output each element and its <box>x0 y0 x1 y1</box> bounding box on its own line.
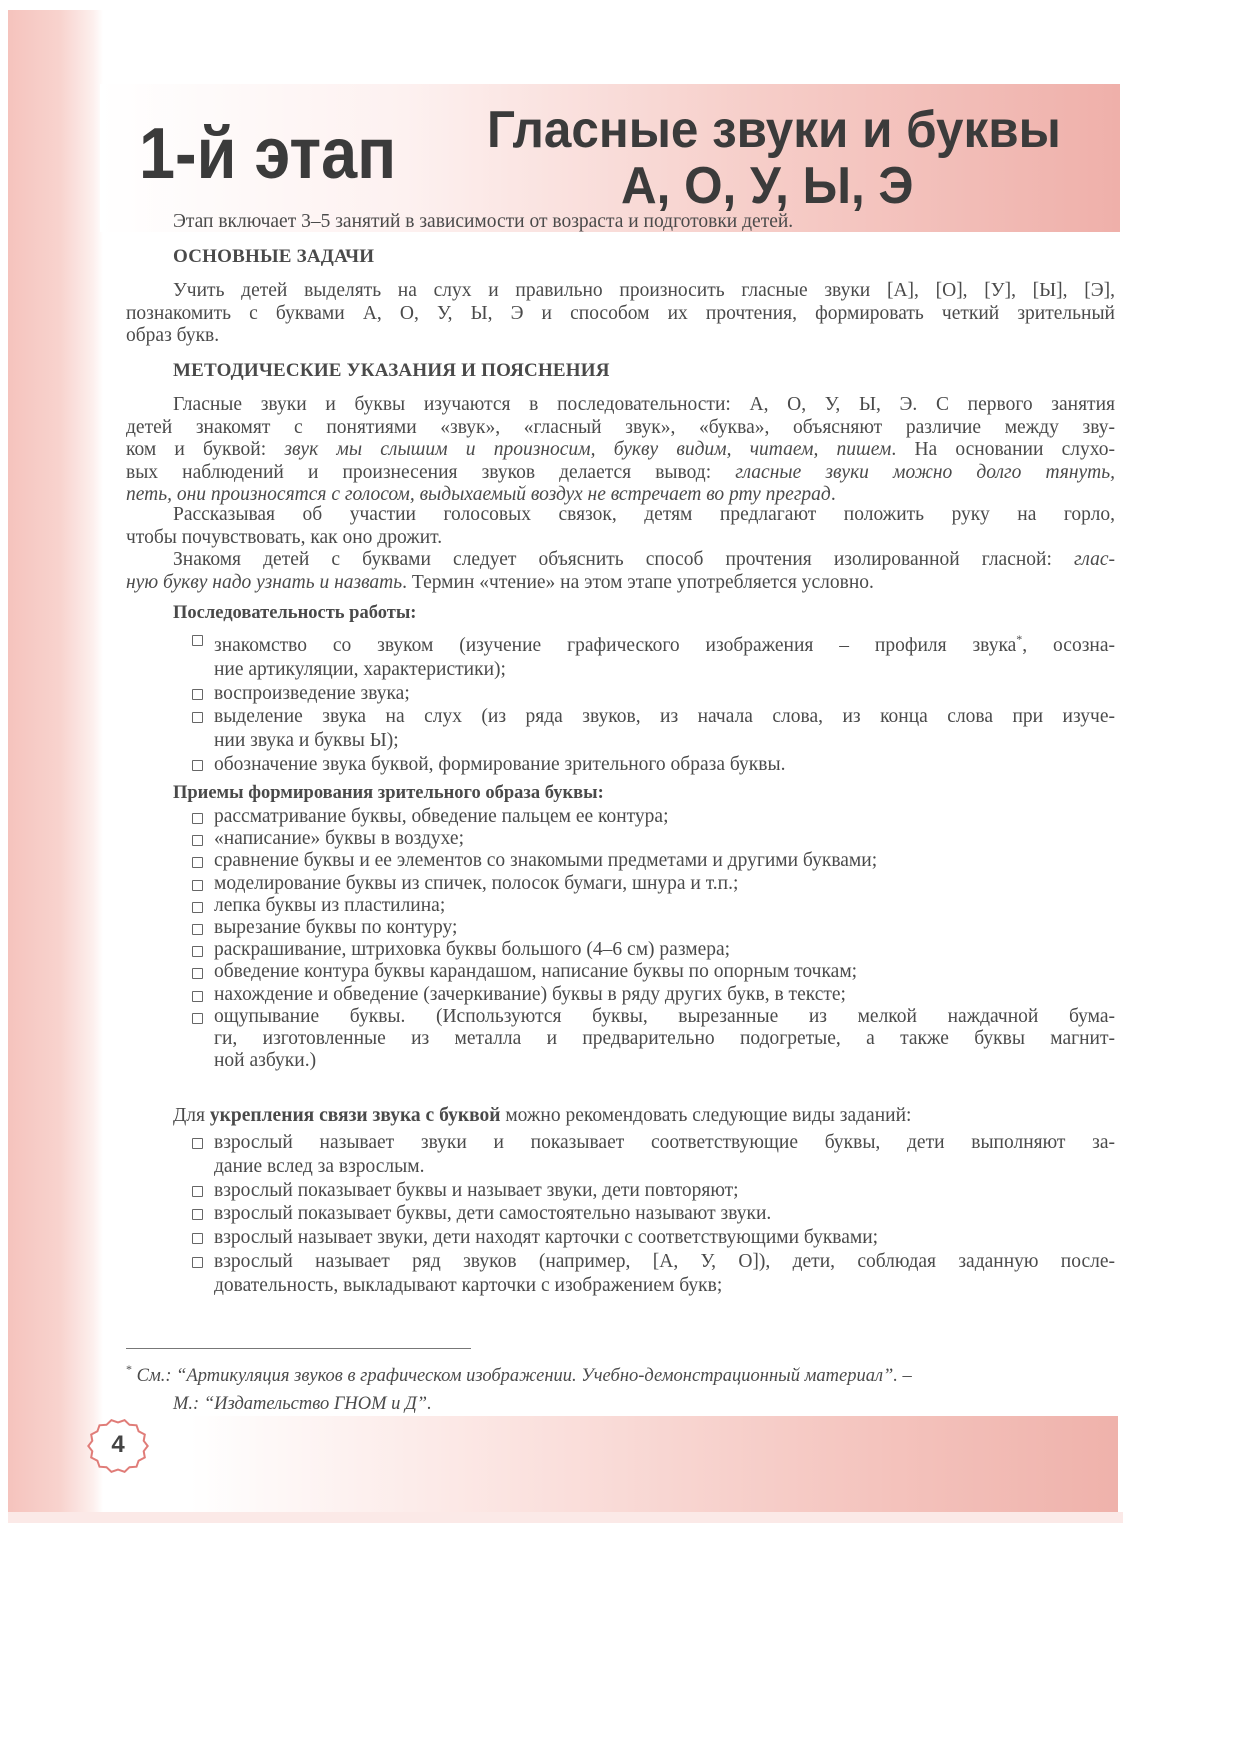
text-line <box>214 1006 1115 1028</box>
text-line <box>214 1202 1115 1226</box>
text-line <box>214 705 1115 729</box>
text-line <box>214 1250 1115 1274</box>
checkbox-bullet-icon <box>192 946 203 957</box>
text-run: вырезание буквы по контуру; <box>214 917 458 939</box>
text-line <box>214 895 1115 917</box>
text-run: . <box>830 484 836 505</box>
text-run: сравнение буквы и ее элементов со знакомыми предметами и другими буквами; <box>214 850 878 872</box>
text-line <box>214 1274 1115 1298</box>
list-item <box>126 1250 1115 1298</box>
list-item <box>126 984 1115 1006</box>
list-item <box>126 753 1115 777</box>
checkbox-bullet-icon <box>192 968 203 979</box>
text-line <box>126 462 1115 485</box>
bullet-list <box>126 806 1115 1072</box>
text-line <box>214 1226 1115 1250</box>
chapter-title: Гласные звуки и буквы <box>487 101 1061 159</box>
italic-text: глас- <box>1074 549 1115 570</box>
text-line <box>214 682 1115 706</box>
text-run: Гласные звуки и буквы изучаются в последовательности: А, О, У, Ы, Э. С первого занятия <box>173 394 1115 415</box>
text-run: лепка буквы из пластилина; <box>214 894 446 916</box>
text-line <box>126 782 1115 806</box>
list-item <box>126 939 1115 961</box>
checkbox-bullet-icon <box>192 635 203 646</box>
text-run: нии звука и буквы Ы); <box>214 730 399 752</box>
list-item <box>126 1226 1115 1250</box>
text-line <box>214 729 1115 753</box>
text-line <box>126 527 1115 550</box>
text-run: воспроизведение звука; <box>214 682 410 704</box>
checkbox-bullet-icon <box>192 991 203 1002</box>
text-line <box>126 359 1115 383</box>
paragraph <box>126 394 1115 507</box>
text-line <box>214 753 1115 777</box>
text-run: МЕТОДИЧЕСКИЕ УКАЗАНИЯ И ПОЯСНЕНИЯ <box>173 360 610 381</box>
text-run: чтобы почувствовать, как оно дрожит. <box>126 526 443 548</box>
section-heading <box>126 245 1115 269</box>
text-run: познакомить с буквами А, О, У, Ы, Э и способом их прочтения, формировать четкий зрительный <box>126 302 1115 324</box>
text-line <box>214 961 1115 983</box>
paragraph <box>126 549 1115 594</box>
checkbox-bullet-icon <box>192 1013 203 1024</box>
text-line <box>126 394 1115 417</box>
text-run: нахождение и обведение (зачеркивание) буквы в ряду других букв, в тексте; <box>214 983 846 1005</box>
text-run: взрослый называет ряд звуков (например, [А, У, О]), дети, соблюдая заданную после- <box>214 1250 1115 1272</box>
footnote-reference: * <box>1016 632 1023 646</box>
paragraph <box>126 210 1115 234</box>
text-run: Знакомя детей с буквами следует объяснить способ прочтения изолированной гласной: <box>173 549 1074 570</box>
text-line <box>214 917 1115 939</box>
text-line <box>126 572 1115 595</box>
page-number-badge <box>87 1418 149 1474</box>
text-line <box>126 602 1115 626</box>
text-run: Рассказывая об участии голосовых связок, детям предлагают положить руку на горло, <box>173 504 1115 525</box>
text-run: рассматривание буквы, обведение пальцем ее контура; <box>214 806 669 827</box>
checkbox-bullet-icon <box>192 835 203 846</box>
text-line <box>214 658 1115 682</box>
text-run: дание вслед за взрослым. <box>214 1155 425 1177</box>
page-number: 4 <box>111 1431 125 1458</box>
text-run: обозначение звука буквой, формирование зрительного образа буквы. <box>214 753 786 775</box>
checkbox-bullet-icon <box>192 1138 203 1149</box>
text-run: . На основании слухо- <box>891 439 1115 460</box>
text-run: Учить детей выделять на слух и правильно произносить гласные звуки [А], [О], [У], [Ы], [Э], <box>173 280 1115 301</box>
footer-band <box>190 1416 1118 1522</box>
text-run: ком и буквой: <box>126 439 285 460</box>
checkbox-bullet-icon <box>192 1209 203 1220</box>
text-line <box>214 873 1115 895</box>
text-line <box>126 504 1115 527</box>
checkbox-bullet-icon <box>192 1186 203 1197</box>
text-run: моделирование буквы из спичек, полосок бумаги, шнура и т.п.; <box>214 872 739 894</box>
italic-text: звук мы слышим и произносим, букву видим, читаем, пишем <box>284 439 892 460</box>
checkbox-bullet-icon <box>192 1257 203 1268</box>
list-item <box>126 961 1115 983</box>
page-bottom-edge <box>8 1512 1123 1523</box>
text-run: вых наблюдений и произнесения звуков делается вывод: <box>126 461 736 483</box>
checkbox-bullet-icon <box>192 689 203 700</box>
text-run: ной азбуки.) <box>214 1050 317 1072</box>
footnote-rule <box>126 1348 471 1349</box>
list-item <box>126 1131 1115 1179</box>
text-line <box>126 245 1115 269</box>
text-run: ги, изготовленные из металла и предварительно подогретые, а также буквы магнит- <box>214 1028 1115 1050</box>
text-run: ощупывание буквы. (Используются буквы, вырезанные из мелкой наждачной бума- <box>214 1005 1115 1027</box>
text-line <box>214 828 1115 850</box>
footnote-marker: * <box>126 1362 132 1376</box>
text-line <box>214 1028 1115 1050</box>
text-line <box>214 1050 1115 1072</box>
italic-text: петь, они произносятся с голосом, выдыхаемый воздух не встречает во рту преград <box>126 484 831 505</box>
text-run: ние артикуляции, характеристики); <box>214 658 506 680</box>
text-run: , осозна- <box>1022 635 1115 656</box>
text-line <box>126 417 1115 440</box>
text-run: обведение контура буквы карандашом, написание буквы по опорным точкам; <box>214 961 858 983</box>
text-line <box>214 1179 1115 1203</box>
list-item <box>126 873 1115 895</box>
section-heading <box>126 602 1115 626</box>
list-item <box>126 1202 1115 1226</box>
text-line <box>214 850 1115 872</box>
checkbox-bullet-icon <box>192 712 203 723</box>
footnote-text: М.: “Издательство ГНОМ и Д”. <box>173 1394 432 1414</box>
text-run: Приемы формирования зрительного образа буквы: <box>173 783 604 803</box>
text-run: взрослый называет звуки, дети находят карточки с соответствующими буквами; <box>214 1227 879 1249</box>
checkbox-bullet-icon <box>192 880 203 891</box>
text-run: раскрашивание, штриховка буквы большого (4–6 см) размера; <box>214 939 731 961</box>
list-item <box>126 1179 1115 1203</box>
checkbox-bullet-icon <box>192 1233 203 1244</box>
footnote <box>126 1355 1115 1418</box>
text-line <box>126 439 1115 462</box>
text-run: взрослый показывает буквы, дети самостоятельно называют звуки. <box>214 1203 772 1225</box>
list-item <box>126 850 1115 872</box>
page-edge-decoration <box>8 10 103 1523</box>
text-run: ОСНОВНЫЕ ЗАДАЧИ <box>173 246 375 267</box>
checkbox-bullet-icon <box>192 760 203 771</box>
text-line <box>214 1155 1115 1179</box>
text-line <box>214 628 1115 658</box>
paragraph <box>126 280 1115 348</box>
text-run: довательность, выкладывают карточки с изображением букв; <box>214 1274 723 1296</box>
section-heading <box>126 359 1115 383</box>
text-run: выделение звука на слух (из ряда звуков, из начала слова, из конца слова при изуче- <box>214 706 1115 728</box>
text-line <box>126 1105 1115 1128</box>
text-line <box>214 984 1115 1006</box>
text-line <box>126 210 1115 234</box>
italic-text: гласные звуки можно долго тянуть, <box>735 461 1116 483</box>
text-run: взрослый называет звуки и показывает соответствующие буквы, дети выполняют за- <box>214 1132 1115 1153</box>
checkbox-bullet-icon <box>192 813 203 824</box>
bullet-list <box>126 1131 1115 1298</box>
list-item <box>126 682 1115 706</box>
list-item <box>126 828 1115 850</box>
text-run: детей знакомят с понятиями «звук», «гласный звук», «буква», объясняют различие между зву- <box>126 416 1115 438</box>
text-line <box>214 939 1115 961</box>
text-line <box>126 549 1115 572</box>
text-line <box>214 806 1115 828</box>
list-item <box>126 705 1115 753</box>
text-run: Последовательность работы: <box>173 603 417 623</box>
text-run: . Термин «чтение» на этом этапе употребляется условно. <box>402 571 874 593</box>
checkbox-bullet-icon <box>192 902 203 913</box>
bullet-list <box>126 628 1115 777</box>
list-item <box>126 1006 1115 1073</box>
paragraph <box>126 504 1115 549</box>
text-line <box>126 325 1115 348</box>
text-run: Этап включает 3–5 занятий в зависимости от возраста и подготовки детей. <box>173 211 794 232</box>
stage-title: 1-й этап <box>139 114 397 194</box>
text-run: знакомство со звуком (изучение графического изображения – профиля звука <box>214 635 1017 656</box>
text-run: образ букв. <box>126 325 220 346</box>
paragraph <box>126 1105 1115 1128</box>
text-line <box>126 280 1115 303</box>
text-run: взрослый показывает буквы и называет звуки, дети повторяют; <box>214 1179 739 1201</box>
checkbox-bullet-icon <box>192 924 203 935</box>
list-item <box>126 806 1115 828</box>
text-run: Для <box>173 1105 210 1126</box>
list-item <box>126 917 1115 939</box>
checkbox-bullet-icon <box>192 857 203 868</box>
italic-text: ную букву надо узнать и назвать <box>126 571 403 593</box>
section-heading <box>126 782 1115 806</box>
list-item <box>126 628 1115 682</box>
text-line <box>126 303 1115 326</box>
bold-text: укрепления связи звука с буквой <box>209 1105 501 1126</box>
footnote-text: См.: “Артикуляция звуков в графическом изображении. Учебно-демонстрационный материал”. – <box>136 1366 912 1386</box>
text-run: «написание» буквы в воздухе; <box>214 828 465 850</box>
list-item <box>126 895 1115 917</box>
chapter-subtitle: А, О, У, Ы, Э <box>621 157 914 215</box>
text-line <box>214 1131 1115 1155</box>
text-run: можно рекомендовать следующие виды заданий: <box>500 1105 912 1126</box>
